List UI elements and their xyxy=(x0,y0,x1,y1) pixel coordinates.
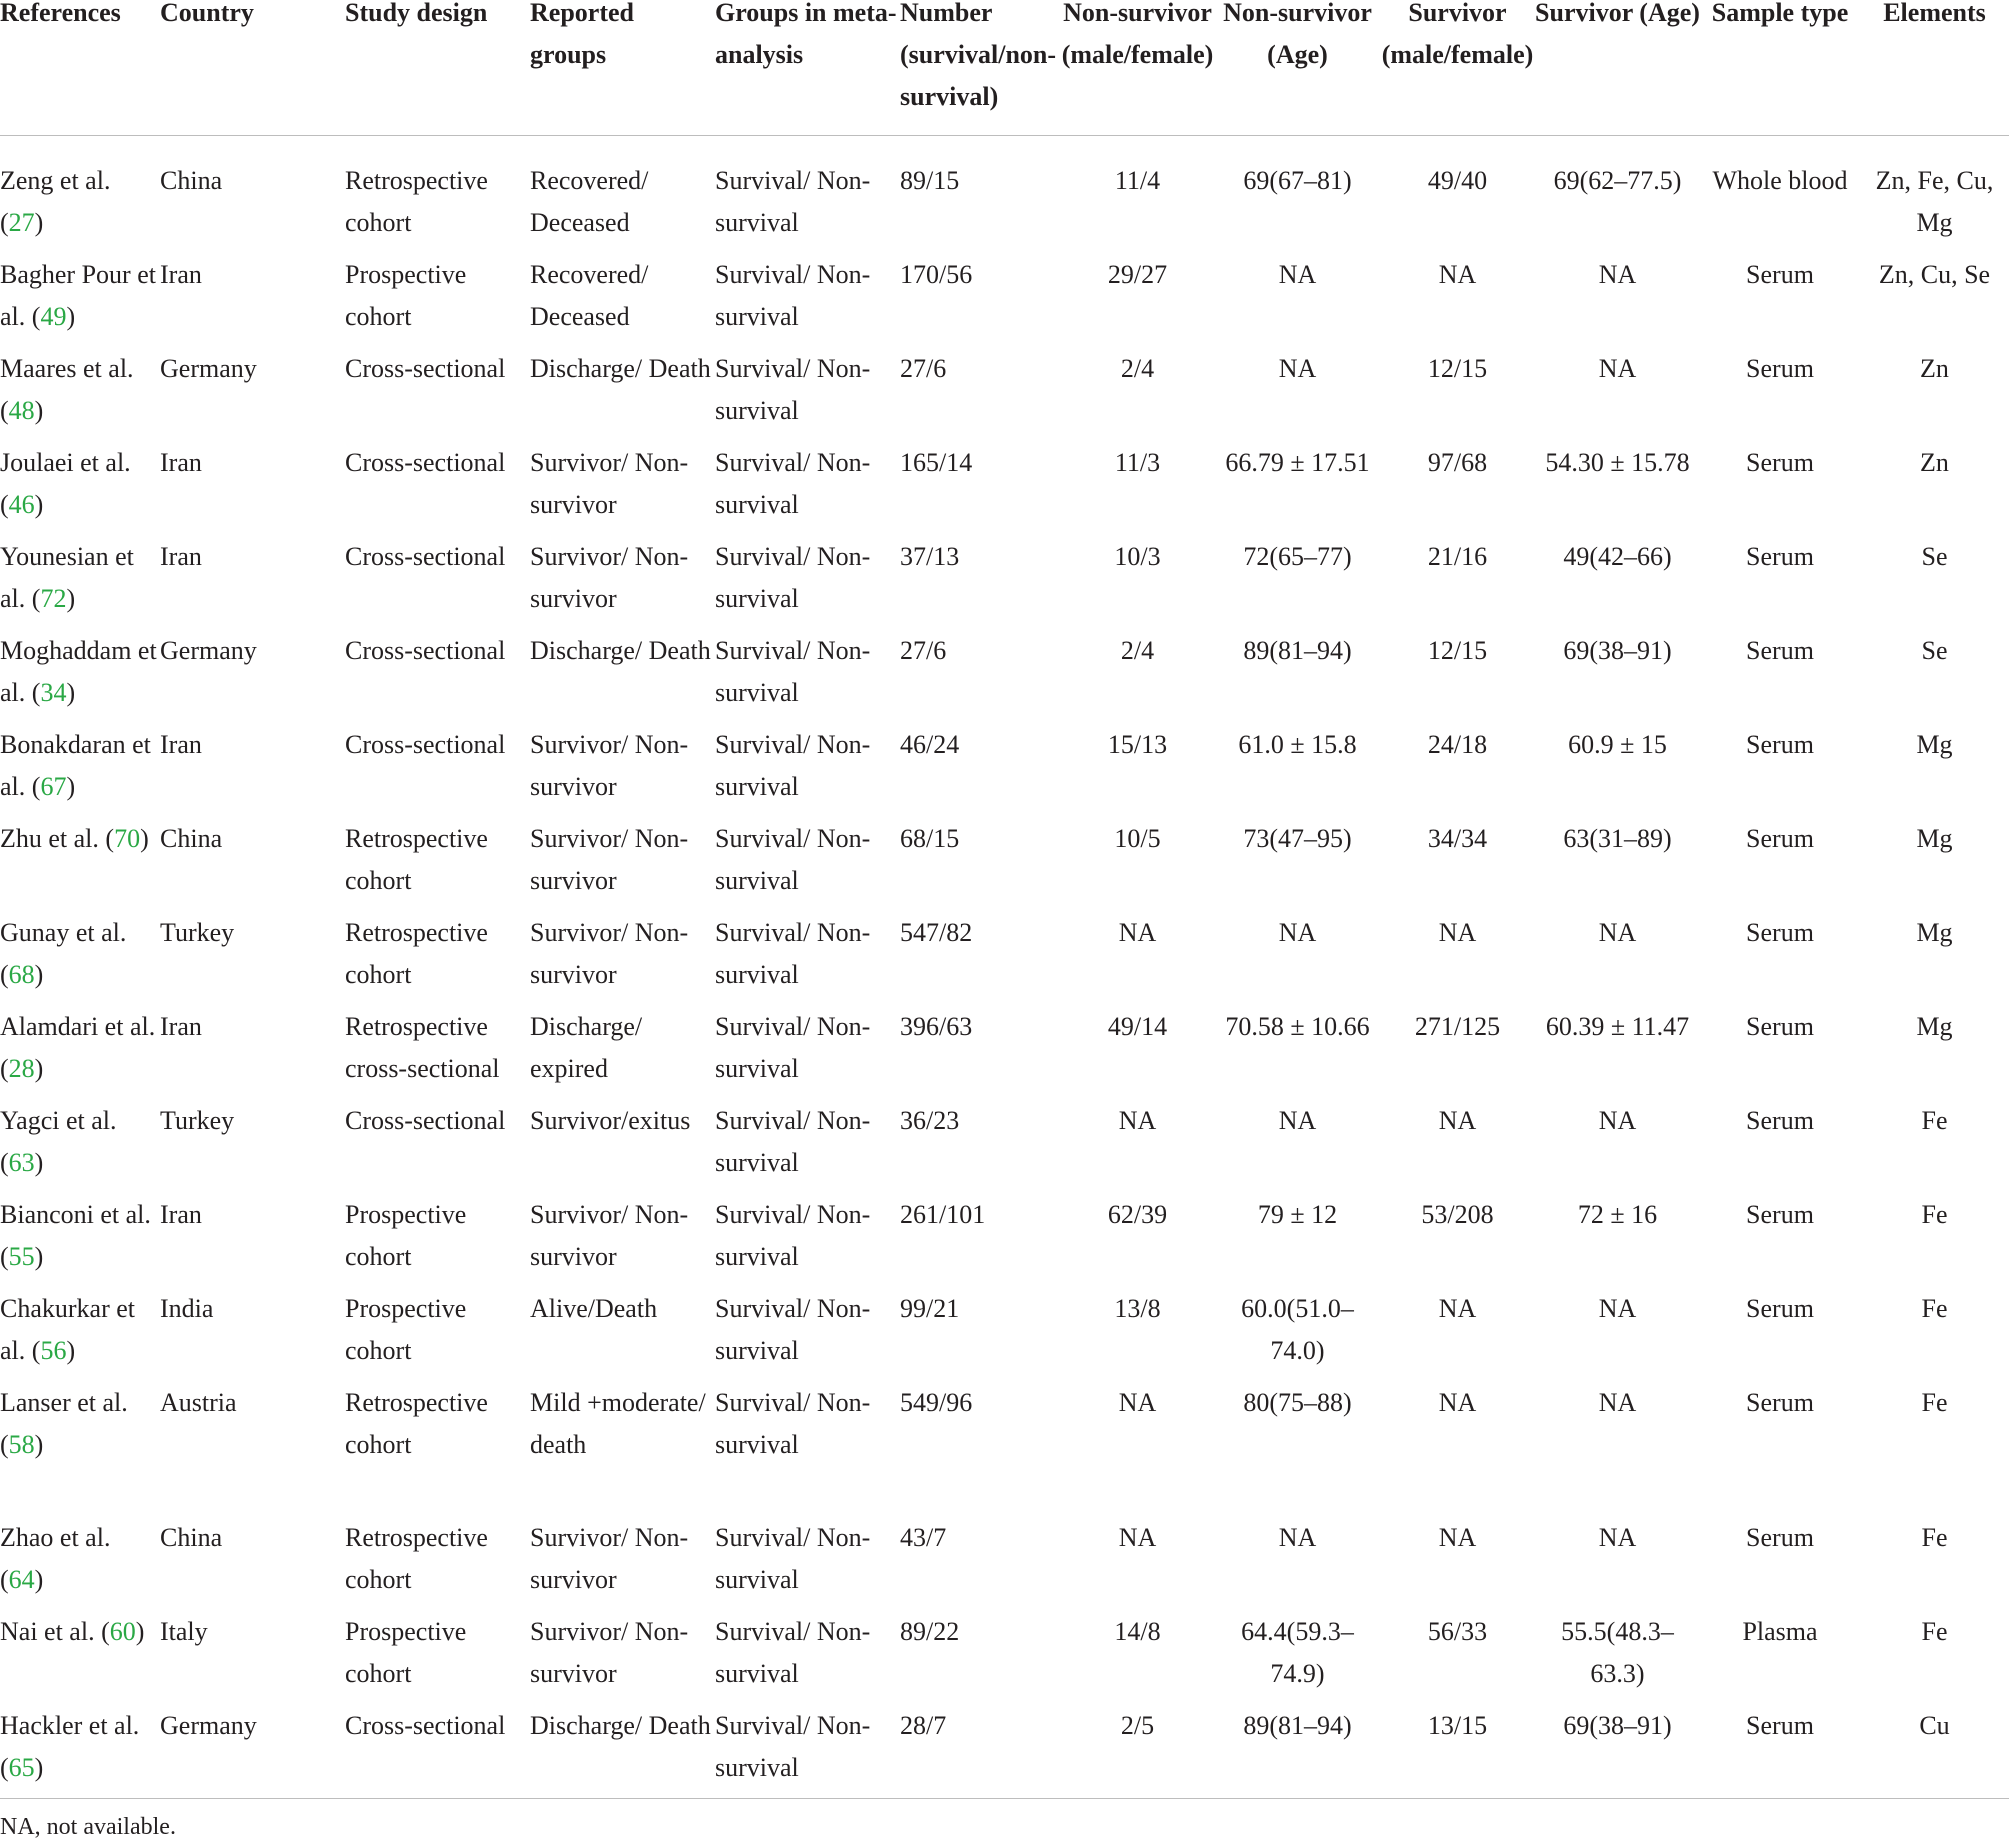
cell-country: Turkey xyxy=(160,1105,235,1135)
cell-s-age: 49(42–66) xyxy=(1563,541,1672,571)
cell-ns-age: 66.79 ± 17.51 xyxy=(1225,447,1370,477)
cell-s-age: 69(38–91) xyxy=(1563,635,1672,665)
cell-number: 165/14 xyxy=(900,447,973,477)
cell-groups-meta: Survival/ Non-survival xyxy=(715,1387,871,1459)
citation-link[interactable]: 68 xyxy=(8,959,35,989)
citation-link[interactable]: 34 xyxy=(40,677,67,707)
cell-groups-meta: Survival/ Non-survival xyxy=(715,1011,871,1083)
cell-reported-groups: Discharge/ Death xyxy=(530,635,711,665)
cell-ns-male-female: 11/4 xyxy=(1114,166,1161,195)
cell-groups-meta: Survival/ Non-survival xyxy=(715,1710,871,1782)
header-references: References xyxy=(0,0,121,27)
cell-elements: Mg xyxy=(1916,917,1953,947)
table-row xyxy=(0,1006,2009,1100)
cell-elements: Zn, Cu, Se xyxy=(1878,259,1991,289)
cell-ns-male-female: 13/8 xyxy=(1114,1293,1161,1323)
citation-link[interactable]: 64 xyxy=(8,1564,35,1594)
cell-elements: Cu xyxy=(1919,1710,1950,1740)
header-number: Number (survival/non-survival) xyxy=(900,0,1057,111)
cell-elements: Zn xyxy=(1920,353,1949,383)
cell-s-male-female: NA xyxy=(1438,259,1477,289)
cell-s-age: 60.9 ± 15 xyxy=(1568,729,1667,759)
cell-number: 396/63 xyxy=(900,1011,973,1041)
cell-reference: Maares et al. (48) xyxy=(0,353,134,425)
cell-study-design: Prospective cohort xyxy=(345,1293,467,1365)
cell-sample-type: Serum xyxy=(1746,259,1814,289)
cell-ns-male-female: NA xyxy=(1118,1387,1157,1417)
cell-sample-type: Serum xyxy=(1746,1522,1814,1552)
cell-elements: Mg xyxy=(1916,1011,1953,1041)
citation-link[interactable]: 46 xyxy=(8,489,35,519)
cell-study-design: Retrospective cohort xyxy=(345,166,488,237)
cell-country: Italy xyxy=(160,1616,208,1646)
citation-link[interactable]: 63 xyxy=(8,1147,35,1177)
table-footnote: NA, not available. xyxy=(0,1814,176,1840)
cell-reference: Joulaei et al. (46) xyxy=(0,447,131,519)
cell-ns-age: 89(81–94) xyxy=(1243,1710,1352,1740)
cell-country: Turkey xyxy=(160,917,235,947)
cell-reference: Chakurkar et al. (56) xyxy=(0,1293,136,1365)
header-sample-type: Sample type xyxy=(1711,0,1849,27)
cell-ns-age: 60.0(51.0– 74.0) xyxy=(1241,1293,1354,1365)
cell-s-male-female: NA xyxy=(1438,1522,1477,1552)
cell-reported-groups: Survivor/ Non-survivor xyxy=(530,1199,689,1271)
citation-link[interactable]: 48 xyxy=(8,395,35,425)
cell-sample-type: Serum xyxy=(1746,1011,1814,1041)
cell-s-age: 55.5(48.3– 63.3) xyxy=(1561,1616,1674,1688)
cell-reported-groups: Mild +moderate/ death xyxy=(530,1387,706,1459)
table-row xyxy=(0,818,2009,912)
cell-s-age: 72 ± 16 xyxy=(1577,1199,1658,1229)
cell-s-age: 63(31–89) xyxy=(1563,823,1672,853)
cell-number: 68/15 xyxy=(900,823,960,853)
cell-study-design: Cross-sectional xyxy=(345,353,506,383)
cell-s-male-female: 56/33 xyxy=(1427,1616,1488,1646)
cell-ns-age: 89(81–94) xyxy=(1243,635,1352,665)
cell-number: 27/6 xyxy=(900,353,947,383)
table-row xyxy=(0,1194,2009,1288)
reference-author: Chakurkar et al. xyxy=(0,1293,136,1365)
cell-ns-age: NA xyxy=(1278,917,1317,947)
cell-country: China xyxy=(160,166,223,195)
cell-ns-male-female: 11/3 xyxy=(1114,447,1161,477)
cell-groups-meta: Survival/ Non-survival xyxy=(715,823,871,895)
header-ns-male-female: Non-survivor (male/female) xyxy=(1061,0,1214,69)
cell-number: 170/56 xyxy=(900,259,973,289)
header-study-design: Study design xyxy=(345,0,488,27)
cell-groups-meta: Survival/ Non-survival xyxy=(715,541,871,613)
cell-reference: Bianconi et al. (55) xyxy=(0,1199,151,1271)
cell-number: 46/24 xyxy=(900,729,960,759)
cell-groups-meta: Survival/ Non-survival xyxy=(715,1199,871,1271)
cell-study-design: Retrospective cohort xyxy=(345,1522,488,1594)
cell-s-male-female: 49/40 xyxy=(1427,166,1488,195)
cell-reported-groups: Discharge/ expired xyxy=(530,1011,643,1083)
table-row xyxy=(0,1517,2009,1611)
cell-ns-male-female: NA xyxy=(1118,917,1157,947)
cell-s-male-female: NA xyxy=(1438,1105,1477,1135)
cell-groups-meta: Survival/ Non-survival xyxy=(715,917,871,989)
reference-author: Bonakdaran et al. xyxy=(0,729,151,801)
cell-sample-type: Serum xyxy=(1746,1710,1814,1740)
cell-ns-age: NA xyxy=(1278,353,1317,383)
cell-ns-male-female: 2/4 xyxy=(1120,635,1155,665)
cell-country: China xyxy=(160,1522,223,1552)
cell-reported-groups: Survivor/ Non-survivor xyxy=(530,1616,689,1688)
cell-s-male-female: 21/16 xyxy=(1427,541,1488,571)
cell-country: Austria xyxy=(160,1387,237,1417)
header-country: Country xyxy=(160,0,254,27)
cell-country: Iran xyxy=(160,1199,202,1229)
cell-s-male-female: 24/18 xyxy=(1427,729,1488,759)
cell-s-age: NA xyxy=(1598,1387,1637,1417)
table-row xyxy=(0,1382,2009,1517)
cell-number: 28/7 xyxy=(900,1710,947,1740)
cell-s-age: NA xyxy=(1598,353,1637,383)
cell-elements: Mg xyxy=(1916,729,1953,759)
cell-s-age: NA xyxy=(1598,259,1637,289)
cell-ns-age: NA xyxy=(1278,1105,1317,1135)
citation-link[interactable]: 58 xyxy=(8,1429,35,1459)
table-body xyxy=(0,136,2009,1799)
cell-number: 99/21 xyxy=(900,1293,960,1323)
table-row xyxy=(0,1100,2009,1194)
cell-s-age: NA xyxy=(1598,1293,1637,1323)
header-s-male-female: Survivor (male/female) xyxy=(1381,0,1534,69)
cell-reference: Moghaddam et al. (34) xyxy=(0,635,157,707)
cell-elements: Zn xyxy=(1920,447,1949,477)
cell-s-male-female: 12/15 xyxy=(1427,635,1488,665)
cell-ns-male-female: 14/8 xyxy=(1114,1616,1161,1646)
cell-number: 261/101 xyxy=(900,1199,986,1229)
cell-s-age: 54.30 ± 15.78 xyxy=(1545,447,1690,477)
cell-ns-age: 61.0 ± 15.8 xyxy=(1238,729,1357,759)
reference-author: Alamdari et al. xyxy=(0,1011,156,1041)
cell-reference: Bagher Pour et al. (49) xyxy=(0,259,156,331)
cell-reference: Zhao et al. (64) xyxy=(0,1522,111,1594)
cell-ns-age: NA xyxy=(1278,259,1317,289)
cell-sample-type: Serum xyxy=(1746,635,1814,665)
cell-reported-groups: Discharge/ Death xyxy=(530,1710,711,1740)
cell-elements: Fe xyxy=(1921,1293,1948,1323)
cell-elements: Fe xyxy=(1921,1616,1948,1646)
cell-groups-meta: Survival/ Non-survival xyxy=(715,353,871,425)
citation-link[interactable]: 49 xyxy=(40,301,67,331)
cell-s-male-female: NA xyxy=(1438,1293,1477,1323)
header-s-age: Survivor (Age) xyxy=(1535,0,1700,27)
cell-sample-type: Serum xyxy=(1746,823,1814,853)
cell-ns-age: 69(67–81) xyxy=(1243,166,1352,195)
cell-ns-male-female: 10/5 xyxy=(1114,823,1161,853)
table-row xyxy=(0,136,2009,254)
cell-number: 37/13 xyxy=(900,541,960,571)
header-ns-age: Non-survivor (Age) xyxy=(1223,0,1372,69)
cell-ns-male-female: NA xyxy=(1118,1522,1157,1552)
cell-elements: Fe xyxy=(1921,1105,1948,1135)
cell-study-design: Cross-sectional xyxy=(345,447,506,477)
cell-country: Iran xyxy=(160,259,202,289)
reference-author: Nai et al. xyxy=(0,1616,95,1646)
cell-reported-groups: Recovered/ Deceased xyxy=(530,166,649,237)
cell-s-male-female: 12/15 xyxy=(1427,353,1488,383)
cell-ns-age: 70.58 ± 10.66 xyxy=(1225,1011,1370,1041)
cell-elements: Fe xyxy=(1921,1199,1948,1229)
citation-link[interactable]: 70 xyxy=(114,823,141,853)
cell-country: Iran xyxy=(160,1011,202,1041)
cell-reported-groups: Recovered/ Deceased xyxy=(530,259,649,331)
cell-reference: Yagci et al. (63) xyxy=(0,1105,117,1177)
cell-number: 89/22 xyxy=(900,1616,960,1646)
cell-reported-groups: Survivor/ Non-survivor xyxy=(530,447,689,519)
cell-sample-type: Serum xyxy=(1746,1199,1814,1229)
cell-country: Germany xyxy=(160,635,257,665)
cell-s-male-female: 53/208 xyxy=(1421,1199,1494,1229)
table-row xyxy=(0,1288,2009,1382)
table-row xyxy=(0,442,2009,536)
header-groups-meta: Groups in meta-analysis xyxy=(715,0,897,69)
cell-reported-groups: Alive/Death xyxy=(530,1293,658,1323)
reference-author: Moghaddam et al. xyxy=(0,635,157,707)
cell-ns-male-female: 2/4 xyxy=(1120,353,1155,383)
reference-author: Maares et al. xyxy=(0,353,134,383)
cell-country: India xyxy=(160,1293,214,1323)
table-row xyxy=(0,1705,2009,1799)
cell-elements: Fe xyxy=(1921,1522,1948,1552)
cell-reference: Lanser et al. (58) xyxy=(0,1387,128,1459)
cell-sample-type: Serum xyxy=(1746,353,1814,383)
cell-country: Germany xyxy=(160,1710,257,1740)
table-row xyxy=(0,630,2009,724)
cell-reference: Alamdari et al. (28) xyxy=(0,1011,156,1083)
table-row xyxy=(0,724,2009,818)
cell-study-design: Retrospective cohort xyxy=(345,917,488,989)
table-row xyxy=(0,912,2009,1006)
cell-s-age: NA xyxy=(1598,917,1637,947)
cell-sample-type: Serum xyxy=(1746,729,1814,759)
reference-author: Zhao et al. xyxy=(0,1522,111,1552)
cell-ns-age: NA xyxy=(1278,1522,1317,1552)
reference-author: Gunay et al. xyxy=(0,917,127,947)
cell-study-design: Retrospective cross-sectional xyxy=(345,1011,500,1083)
cell-reference: Zhu et al. (70) xyxy=(0,823,149,853)
reference-author: Yagci et al. xyxy=(0,1105,117,1135)
table-row xyxy=(0,348,2009,442)
cell-reported-groups: Survivor/exitus xyxy=(530,1105,691,1135)
cell-country: China xyxy=(160,823,223,853)
citation-link[interactable]: 60 xyxy=(109,1616,136,1646)
cell-reported-groups: Survivor/ Non-survivor xyxy=(530,1522,689,1594)
cell-reported-groups: Survivor/ Non-survivor xyxy=(530,823,689,895)
cell-groups-meta: Survival/ Non-survival xyxy=(715,1105,871,1177)
cell-study-design: Cross-sectional xyxy=(345,635,506,665)
cell-reference: Zeng et al. (27) xyxy=(0,166,111,237)
citation-link[interactable]: 56 xyxy=(40,1335,67,1365)
cell-reference: Gunay et al. (68) xyxy=(0,917,127,989)
cell-sample-type: Serum xyxy=(1746,917,1814,947)
cell-reported-groups: Survivor/ Non-survivor xyxy=(530,729,689,801)
cell-groups-meta: Survival/ Non-survival xyxy=(715,729,871,801)
citation-link[interactable]: 67 xyxy=(40,771,67,801)
reference-author: Younesian et al. xyxy=(0,541,134,613)
reference-author: Zhu et al. xyxy=(0,823,99,853)
cell-s-age: 69(38–91) xyxy=(1563,1710,1672,1740)
cell-s-male-female: 97/68 xyxy=(1427,447,1488,477)
cell-ns-age: 64.4(59.3– 74.9) xyxy=(1241,1616,1354,1688)
cell-groups-meta: Survival/ Non-survival xyxy=(715,1616,871,1688)
cell-groups-meta: Survival/ Non-survival xyxy=(715,447,871,519)
cell-groups-meta: Survival/ Non-survival xyxy=(715,259,871,331)
cell-reference: Younesian et al. (72) xyxy=(0,541,134,613)
cell-sample-type: Serum xyxy=(1746,1387,1814,1417)
cell-groups-meta: Survival/ Non-survival xyxy=(715,166,871,237)
reference-author: Lanser et al. xyxy=(0,1387,128,1417)
cell-number: 89/15 xyxy=(900,166,960,195)
reference-author: Bianconi et al. xyxy=(0,1199,151,1229)
header-elements: Elements xyxy=(1883,0,1986,27)
cell-s-male-female: 13/15 xyxy=(1427,1710,1488,1740)
reference-author: Zeng et al. xyxy=(0,166,111,195)
cell-ns-age: 80(75–88) xyxy=(1243,1387,1352,1417)
cell-elements: Se xyxy=(1921,541,1948,571)
cell-s-age: NA xyxy=(1598,1522,1637,1552)
cell-study-design: Retrospective cohort xyxy=(345,823,488,895)
cell-study-design: Cross-sectional xyxy=(345,729,506,759)
cell-study-design: Cross-sectional xyxy=(345,1105,506,1135)
cell-elements: Zn, Fe, Cu, Mg xyxy=(1875,166,1994,237)
cell-s-male-female: 34/34 xyxy=(1427,823,1488,853)
citation-link[interactable]: 27 xyxy=(8,208,35,237)
cell-ns-age: 72(65–77) xyxy=(1243,541,1352,571)
table-row xyxy=(0,1611,2009,1705)
cell-ns-male-female: 15/13 xyxy=(1107,729,1168,759)
cell-groups-meta: Survival/ Non-survival xyxy=(715,1293,871,1365)
cell-study-design: Cross-sectional xyxy=(345,1710,506,1740)
cell-reported-groups: Discharge/ Death xyxy=(530,353,711,383)
cell-country: Iran xyxy=(160,541,202,571)
cell-groups-meta: Survival/ Non-survival xyxy=(715,1522,871,1594)
cell-number: 547/82 xyxy=(900,917,973,947)
cell-elements: Se xyxy=(1921,635,1948,665)
reference-author: Joulaei et al. xyxy=(0,447,131,477)
cell-s-age: 60.39 ± 11.47 xyxy=(1545,1011,1690,1041)
citation-link[interactable]: 72 xyxy=(40,583,67,613)
cell-s-age: 69(62–77.5) xyxy=(1553,166,1682,195)
cell-ns-age: 79 ± 12 xyxy=(1257,1199,1338,1229)
cell-reference: Nai et al. (60) xyxy=(0,1616,145,1646)
cell-ns-age: 73(47–95) xyxy=(1243,823,1352,853)
cell-study-design: Retrospective cohort xyxy=(345,1387,488,1459)
citation-link[interactable]: 55 xyxy=(8,1241,35,1271)
cell-ns-male-female: NA xyxy=(1118,1105,1157,1135)
cell-sample-type: Whole blood xyxy=(1712,166,1848,195)
citation-link[interactable]: 28 xyxy=(8,1053,35,1083)
cell-ns-male-female: 49/14 xyxy=(1107,1011,1168,1041)
cell-country: Iran xyxy=(160,729,202,759)
citation-link[interactable]: 65 xyxy=(8,1752,35,1782)
table-row xyxy=(0,536,2009,630)
cell-ns-male-female: 2/5 xyxy=(1120,1710,1155,1740)
cell-study-design: Prospective cohort xyxy=(345,1199,467,1271)
cell-s-male-female: NA xyxy=(1438,917,1477,947)
cell-reference: Bonakdaran et al. (67) xyxy=(0,729,151,801)
cell-ns-male-female: 10/3 xyxy=(1114,541,1161,571)
cell-s-age: NA xyxy=(1598,1105,1637,1135)
cell-reported-groups: Survivor/ Non-survivor xyxy=(530,917,689,989)
cell-study-design: Cross-sectional xyxy=(345,541,506,571)
cell-s-male-female: 271/125 xyxy=(1414,1011,1501,1041)
cell-number: 36/23 xyxy=(900,1105,960,1135)
cell-sample-type: Serum xyxy=(1746,447,1814,477)
cell-sample-type: Plasma xyxy=(1742,1616,1818,1646)
cell-study-design: Prospective cohort xyxy=(345,259,467,331)
cell-elements: Fe xyxy=(1921,1387,1948,1417)
cell-ns-male-female: 62/39 xyxy=(1107,1199,1168,1229)
cell-s-male-female: NA xyxy=(1438,1387,1477,1417)
table-row xyxy=(0,254,2009,348)
cell-sample-type: Serum xyxy=(1746,1105,1814,1135)
cell-sample-type: Serum xyxy=(1746,1293,1814,1323)
cell-country: Germany xyxy=(160,353,257,383)
cell-study-design: Prospective cohort xyxy=(345,1616,467,1688)
reference-author: Hackler et al. xyxy=(0,1710,140,1740)
cell-groups-meta: Survival/ Non-survival xyxy=(715,635,871,707)
cell-sample-type: Serum xyxy=(1746,541,1814,571)
cell-elements: Mg xyxy=(1916,823,1953,853)
cell-number: 27/6 xyxy=(900,635,947,665)
cell-number: 43/7 xyxy=(900,1522,947,1552)
header-row xyxy=(0,0,2009,136)
cell-reported-groups: Survivor/ Non-survivor xyxy=(530,541,689,613)
cell-country: Iran xyxy=(160,447,202,477)
header-reported-groups: Reported groups xyxy=(530,0,634,69)
cell-reference: Hackler et al. (65) xyxy=(0,1710,140,1782)
cell-number: 549/96 xyxy=(900,1387,973,1417)
reference-author: Bagher Pour et al. xyxy=(0,259,156,331)
cell-ns-male-female: 29/27 xyxy=(1107,259,1168,289)
